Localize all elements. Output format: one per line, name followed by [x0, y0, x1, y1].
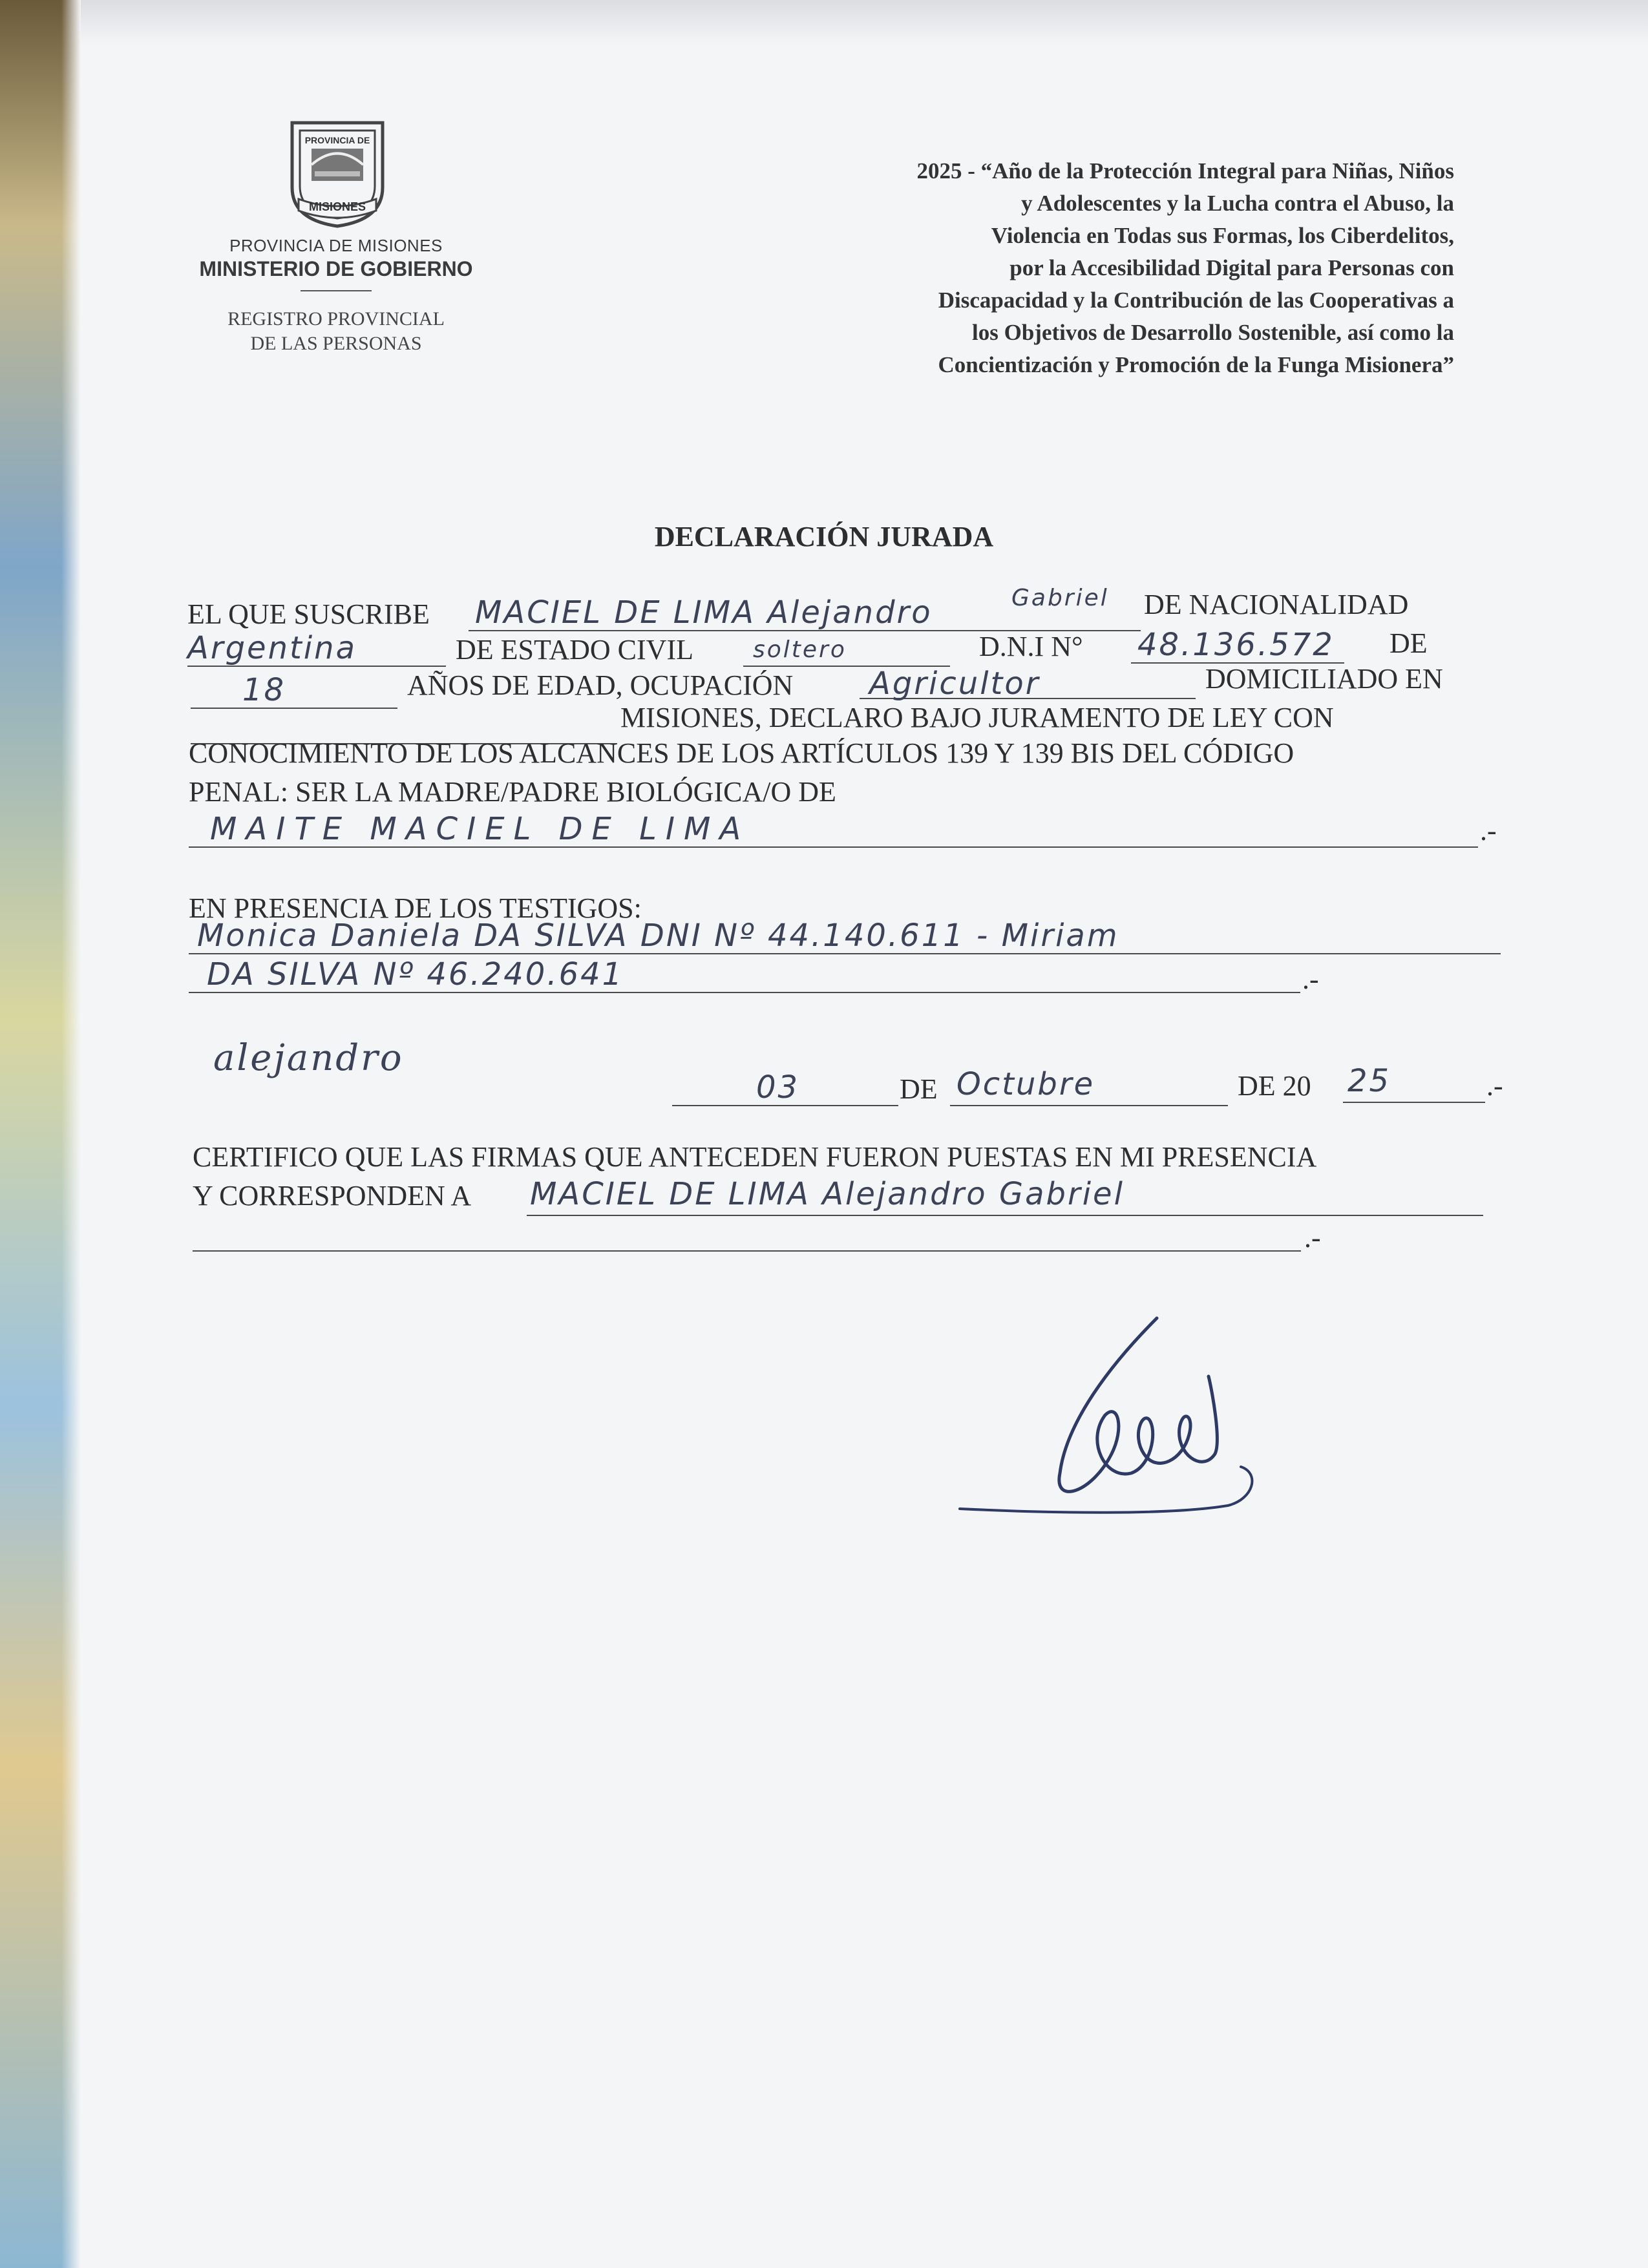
- handwritten-firma-declarante: alejandro: [213, 1037, 404, 1079]
- registry-line-2: DE LAS PERSONAS: [250, 333, 422, 354]
- year-motto: [666, 155, 1454, 381]
- handwritten-corresponden: MACIEL DE LIMA Alejandro Gabriel: [530, 1176, 1125, 1212]
- motto-line: los Objetivos de Desarrollo Sostenible, así como la: [972, 320, 1454, 345]
- motto-line: por la Accesibilidad Digital para Personas con: [1009, 255, 1454, 280]
- handwritten-dia: 03: [756, 1069, 800, 1106]
- province-seal-icon: [279, 116, 396, 229]
- handwritten-testigos-1: Monica Daniela DA SILVA DNI Nº 44.140.611 - Miriam: [197, 918, 1119, 954]
- handwritten-nombre: MACIEL DE LIMA Alejandro: [475, 594, 933, 631]
- motto-line: 2025 - “Año de la Protección Integral para Niñas, Niños: [916, 158, 1454, 184]
- label-corresponden: Y CORRESPONDEN A: [193, 1180, 472, 1212]
- motto-line: Concientización y Promoción de la Funga Misionera”: [938, 352, 1454, 377]
- label-nacionalidad: DE NACIONALIDAD: [1144, 589, 1409, 620]
- field-line-edad: [191, 708, 397, 709]
- motto-line: y Adolescentes y la Lucha contra el Abuso, la: [1021, 191, 1454, 216]
- end-mark: .-: [1486, 1070, 1503, 1102]
- field-line-corresponden: [527, 1215, 1483, 1216]
- label-misiones-declaro: MISIONES, DECLARO BAJO JURAMENTO DE LEY CON: [620, 702, 1334, 733]
- handwritten-anio: 25: [1347, 1063, 1391, 1099]
- handwritten-edad: 18: [242, 672, 286, 708]
- registry-line-1: REGISTRO PROVINCIAL: [227, 308, 445, 330]
- label-de-year: DE 20: [1238, 1070, 1311, 1102]
- province-name: PROVINCIA DE MISIONES: [229, 236, 443, 255]
- handwritten-estado-civil: soltero: [753, 636, 847, 663]
- end-mark: .-: [1302, 963, 1319, 995]
- label-certifico: CERTIFICO QUE LAS FIRMAS QUE ANTECEDEN FUERON PUESTAS EN MI PRESENCIA: [193, 1141, 1317, 1173]
- field-line-anio: [1343, 1102, 1485, 1103]
- label-suscribe: EL QUE SUSCRIBE: [187, 598, 430, 630]
- handwritten-ocupacion: Agricultor: [869, 666, 1041, 702]
- end-mark: .-: [1480, 815, 1497, 846]
- motto-line: Violencia en Todas sus Formas, los Ciberdelitos,: [991, 223, 1454, 248]
- seal-text-top: PROVINCIA DE: [304, 135, 370, 145]
- label-domiciliado: DOMICILIADO EN: [1205, 663, 1443, 695]
- label-estado-civil: DE ESTADO CIVIL: [456, 634, 693, 666]
- end-mark: .-: [1304, 1222, 1321, 1254]
- field-line-corresponden-2: [193, 1250, 1301, 1252]
- label-testigos: EN PRESENCIA DE LOS TESTIGOS:: [189, 892, 642, 924]
- label-conocimiento: CONOCIMIENTO DE LOS ALCANCES DE LOS ARTÍCULOS 139 Y 139 BIS DEL CÓDIGO: [189, 737, 1294, 769]
- handwritten-nombre-extra: Gabriel: [1011, 585, 1109, 611]
- document-title: DECLARACIÓN JURADA: [654, 521, 994, 552]
- official-signature-icon: [956, 1312, 1267, 1525]
- handwritten-testigos-2: DA SILVA Nº 46.240.641: [207, 956, 624, 992]
- handwritten-mes: Octubre: [956, 1066, 1095, 1102]
- handwritten-hijo: MAITE MACIEL DE LIMA: [210, 811, 750, 847]
- label-edad-ocupacion: AÑOS DE EDAD, OCUPACIÓN: [407, 669, 794, 701]
- label-dni: D.N.I N°: [979, 631, 1083, 662]
- label-de-month: DE: [900, 1073, 938, 1105]
- field-line-mes: [950, 1105, 1228, 1106]
- motto-line: Discapacidad y la Contribución de las Cooperativas a: [938, 288, 1454, 313]
- seal-text-bottom: MISIONES: [308, 200, 366, 213]
- org-divider: [301, 290, 372, 291]
- label-penal: PENAL: SER LA MADRE/PADRE BIOLÓGICA/O DE: [189, 776, 836, 808]
- handwritten-dni: 48.136.572: [1137, 627, 1335, 663]
- ministry-name: MINISTERIO DE GOBIERNO: [199, 257, 473, 280]
- label-de: DE: [1389, 627, 1428, 659]
- organization-block: [155, 236, 517, 356]
- handwritten-nacionalidad: Argentina: [187, 630, 357, 666]
